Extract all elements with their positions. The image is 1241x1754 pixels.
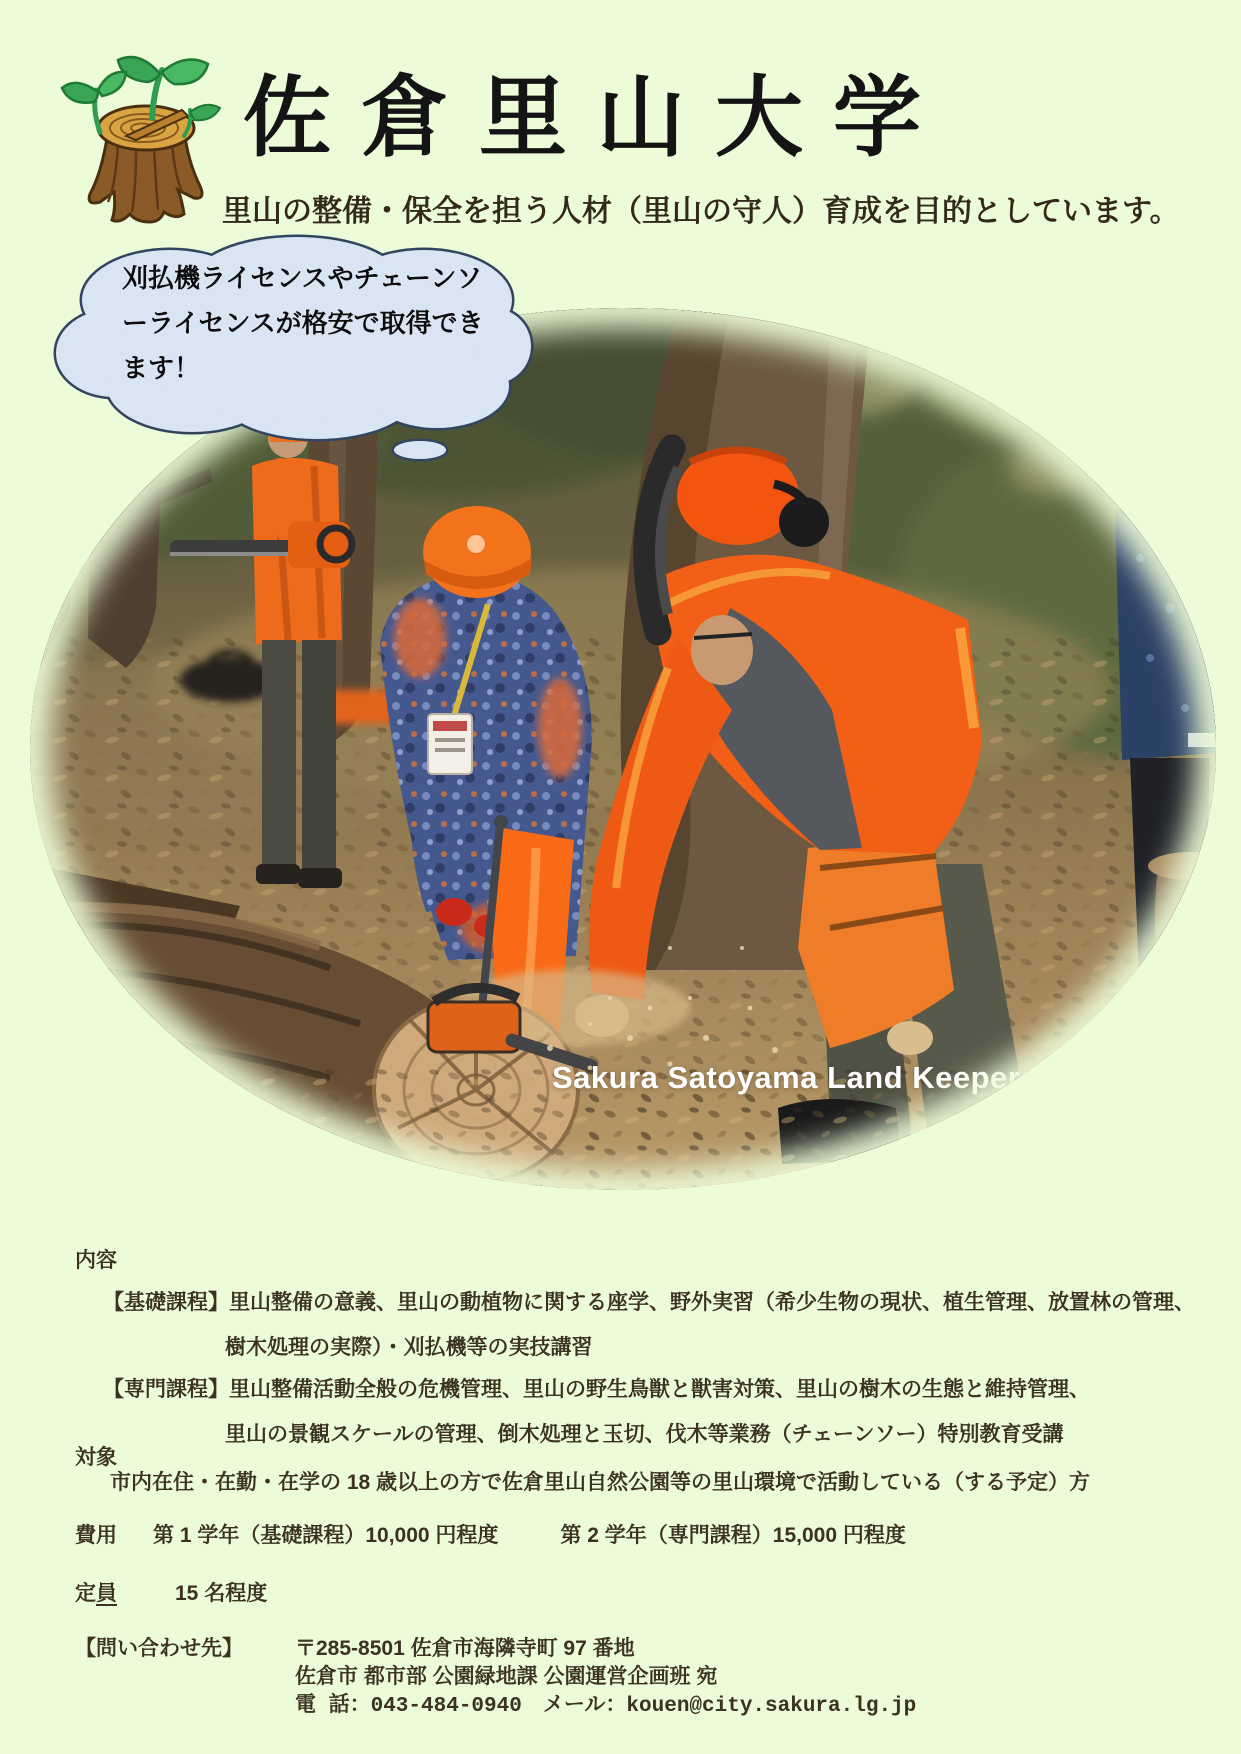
teiin-label: 定員: [75, 1582, 117, 1605]
hiyo-label: 費用: [75, 1524, 117, 1547]
stump: [1155, 858, 1216, 1010]
page-subtitle: 里山の整備・保全を担う人材（里山の守人）育成を目的としています。: [222, 195, 1180, 228]
teiin-value: 15 名程度: [175, 1582, 268, 1605]
senmon-course-line2: 里山の景観スケールの管理、倒木処理と玉切、伐木等業務（チェーンソー）特別教育受講: [225, 1423, 1064, 1446]
photo-caption: Sakura Satoyama Land Keepers: [552, 1060, 1039, 1095]
section-naiyo-label: 内容: [75, 1249, 117, 1272]
page-title: 佐倉里山大学: [243, 68, 952, 167]
felling-bar-hook: [494, 815, 508, 829]
bubble-text: [122, 256, 484, 391]
section-hiyo-row: [75, 1519, 906, 1549]
contact-phone-mail: 電 話：043-484-0940 メール：kouen@city.sakura.lg.jp: [295, 1695, 917, 1718]
bubble-line-1: 刈払機ライセンスやチェーンソ: [122, 263, 483, 293]
section-teiin-row: [75, 1577, 267, 1607]
section-taisho-label: 対象: [75, 1446, 117, 1469]
senmon-course-line1: 【専門課程】里山整備活動全般の危機管理、里山の野生鳥獣と獣害対策、里山の樹木の生態と維持管理、: [103, 1378, 1090, 1401]
stump-logo-svg: [56, 44, 234, 226]
bubble-line-3: ます！: [122, 353, 201, 383]
speech-bubble: [52, 226, 534, 462]
bubble-line-2: ーライセンスが格安で取得でき: [122, 308, 484, 338]
taisho-eligibility-line: 市内在住・在勤・在学の 18 歳以上の方で佐倉里山自然公園等の里山環境で活動している（する予定）方: [110, 1471, 1091, 1494]
hiyo-year1-fee: 第 1 学年（基礎課程）10,000 円程度: [153, 1524, 499, 1547]
hiyo-year2-fee: 第 2 学年（専門課程）15,000 円程度: [560, 1524, 906, 1547]
kiso-course-line1: 【基礎課程】里山整備の意義、里山の動植物に関する座学、野外実習（希少生物の現状、植生管理、放置林の管理、: [103, 1291, 1195, 1314]
contact-label: 【問い合わせ先】: [75, 1637, 243, 1660]
contact-address-line1: 〒285-8501 佐倉市海隣寺町 97 番地: [295, 1637, 635, 1660]
contact-address-line2: 佐倉市 都市部 公園緑地課 公園運営企画班 宛: [295, 1665, 718, 1688]
stump-logo-icon: [56, 44, 234, 226]
kiso-course-line2: 樹木処理の実際）・刈払機等の実技講習: [225, 1336, 593, 1359]
